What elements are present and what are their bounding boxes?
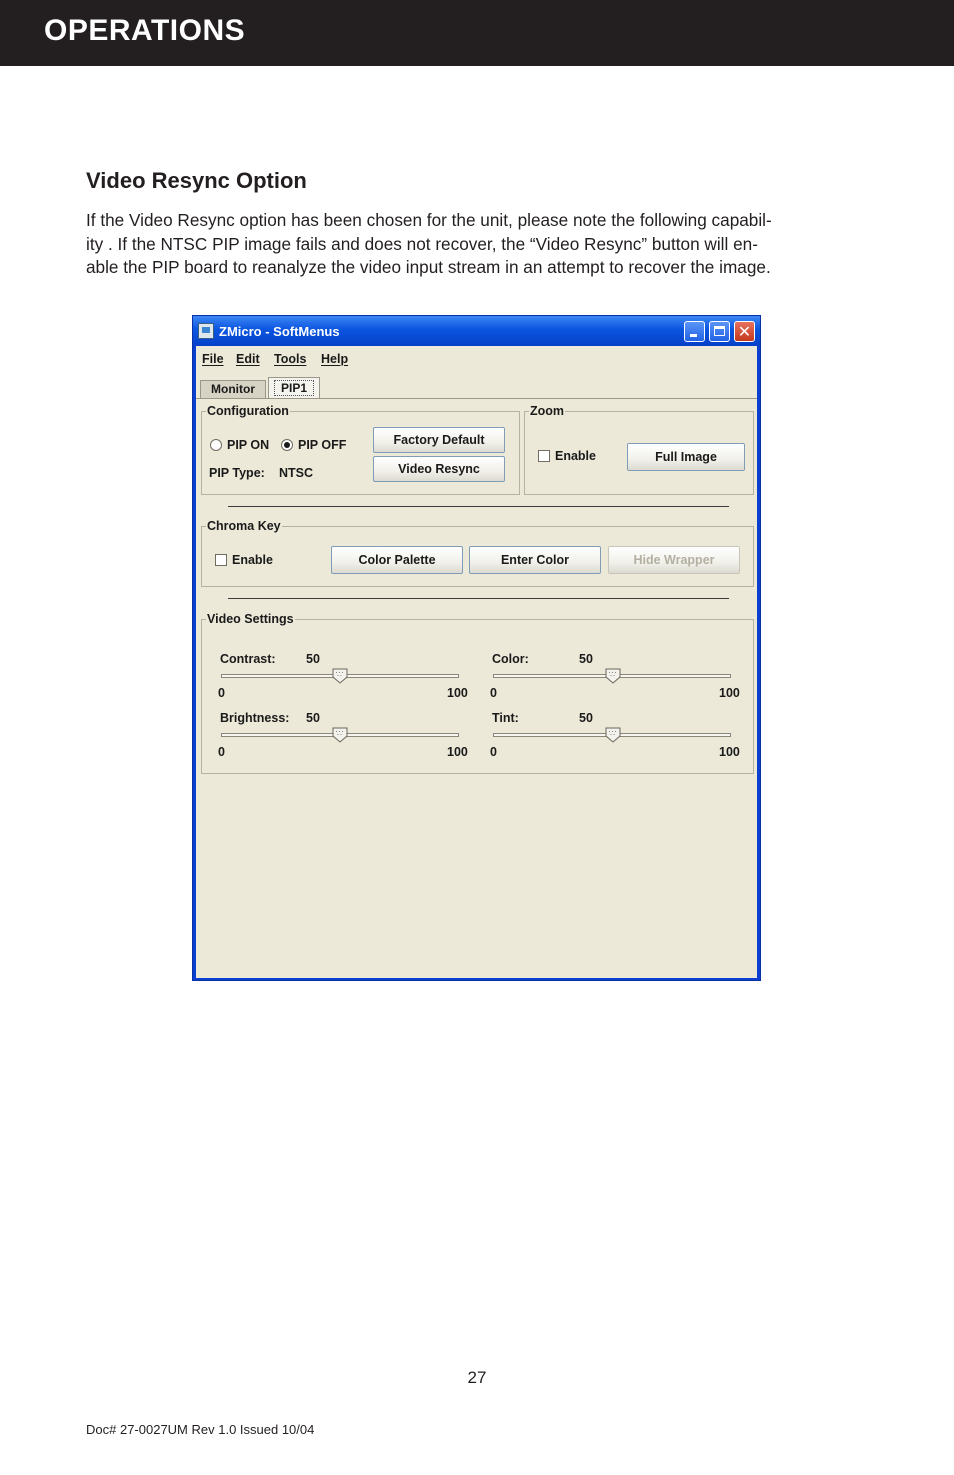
minimize-icon [690,334,697,337]
page-number: 27 [467,1368,487,1387]
softmenus-window [192,315,761,981]
enter-color-button[interactable]: Enter Color [469,546,601,574]
pip-off-label: PIP OFF [298,438,347,452]
menu-file[interactable]: File [202,352,224,366]
maximize-icon [714,326,725,336]
section-title: Video Resync Option [86,168,307,193]
page-header-bar [0,0,954,66]
document-id: Doc# 27-0027UM Rev 1.0 Issued 10/04 [86,1422,315,1437]
contrast-value: 50 [306,652,320,666]
chroma-enable-label: Enable [232,553,273,567]
tint-slider-thumb[interactable] [605,727,621,743]
zoom-enable-checkbox[interactable] [538,450,550,462]
brightness-min: 0 [218,745,225,759]
tab-monitor[interactable]: Monitor [200,380,266,398]
window-client-area [196,346,757,978]
chroma-enable-checkbox[interactable] [215,554,227,566]
video-resync-button[interactable]: Video Resync [373,456,505,482]
contrast-label: Contrast: [220,652,276,666]
menu-tools[interactable]: Tools [274,352,307,366]
chroma-key-group [201,519,754,587]
zoom-group-title: Zoom [530,404,565,418]
page-header-title: OPERATIONS [44,14,246,47]
color-label: Color: [492,652,529,666]
full-image-button[interactable]: Full Image [627,443,745,471]
tint-value: 50 [579,711,593,725]
pip-type-label: PIP Type: [209,466,265,480]
hide-wrapper-button: Hide Wrapper [608,546,740,574]
separator-line [228,506,729,507]
brightness-value: 50 [306,711,320,725]
menu-help[interactable]: Help [321,352,349,366]
menu-bar [196,346,757,370]
tint-label: Tint: [492,711,519,725]
tab-pip1[interactable] [268,377,320,399]
video-settings-group [201,612,754,774]
contrast-max: 100 [447,686,468,700]
window-titlebar[interactable] [193,316,760,346]
brightness-label: Brightness: [220,711,290,725]
color-max: 100 [719,686,740,700]
color-slider-thumb[interactable] [605,668,621,684]
pip-on-radio[interactable] [210,439,222,451]
brightness-max: 100 [447,745,468,759]
pip-type-value: NTSC [279,466,314,480]
minimize-button[interactable] [684,321,705,342]
video-settings-group-title: Video Settings [207,612,294,626]
configuration-group-title: Configuration [207,404,289,418]
zoom-group [524,404,754,495]
contrast-min: 0 [218,686,225,700]
zoom-enable-label: Enable [555,449,596,463]
pip1-tab-panel [196,398,757,976]
brightness-slider-thumb[interactable] [332,727,348,743]
tint-min: 0 [490,745,497,759]
contrast-slider-thumb[interactable] [332,668,348,684]
pip-on-label: PIP ON [227,438,270,452]
close-button[interactable] [734,321,755,342]
section-paragraph [86,209,886,280]
chroma-key-group-title: Chroma Key [207,519,281,533]
color-min: 0 [490,686,497,700]
app-icon [198,323,214,339]
maximize-button[interactable] [709,321,730,342]
color-value: 50 [579,652,593,666]
close-icon: ✕ [737,322,752,341]
separator-line [228,598,729,599]
configuration-group [201,404,520,495]
factory-default-button[interactable]: Factory Default [373,427,505,453]
paragraph-line: ity . If the NTSC PIP image fails and does not recover, the “Video Resync” button will en- [86,233,758,254]
tab-pip1-label: PIP1 [274,380,314,396]
color-palette-button[interactable]: Color Palette [331,546,463,574]
paragraph-line: If the Video Resync option has been chosen for the unit, please note the following capabil- [86,210,772,230]
tint-max: 100 [719,745,740,759]
pip-off-radio[interactable] [281,439,293,451]
menu-edit[interactable]: Edit [236,352,260,366]
window-title: ZMicro - SoftMenus [219,324,340,339]
paragraph-line: able the PIP board to reanalyze the video input stream in an attempt to recover the image. [86,257,771,277]
